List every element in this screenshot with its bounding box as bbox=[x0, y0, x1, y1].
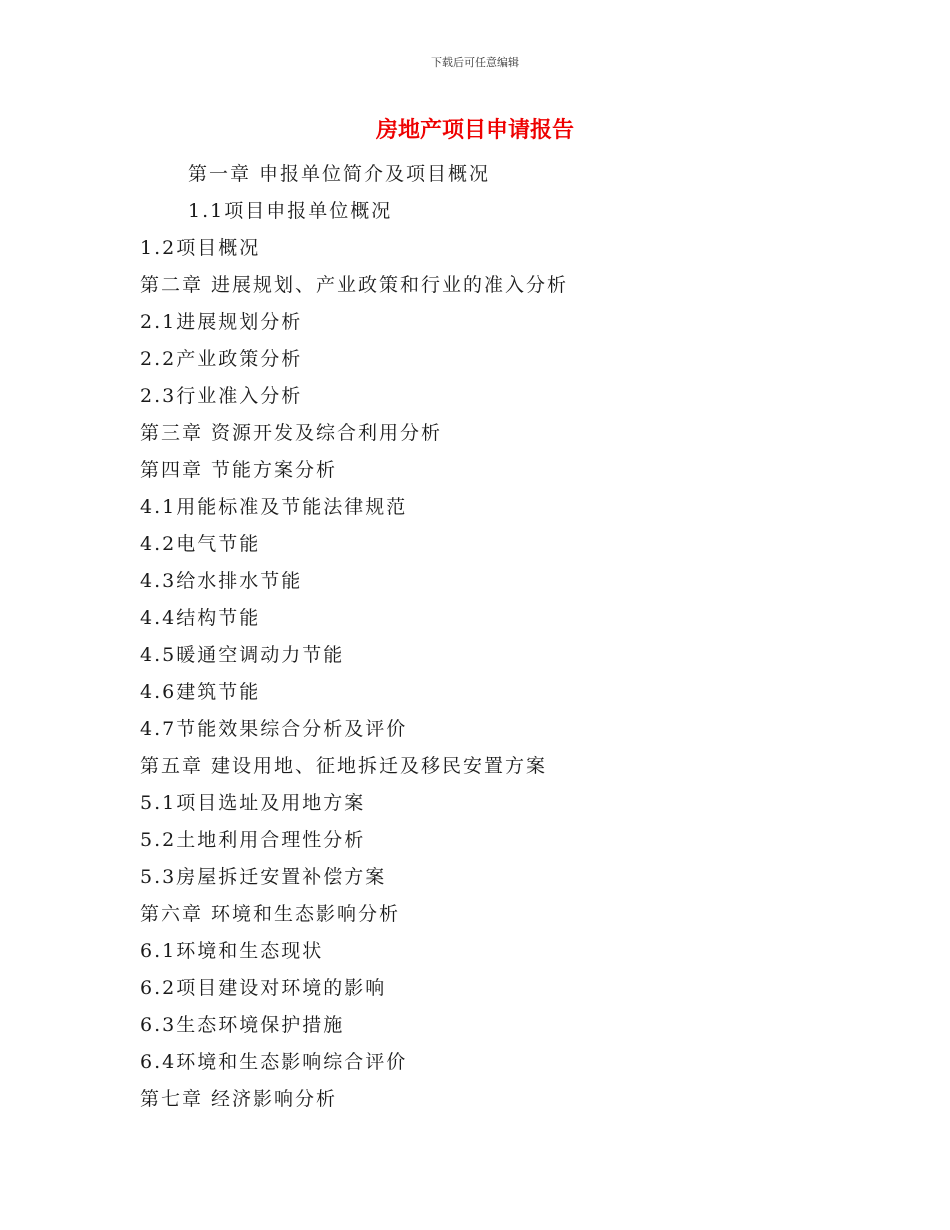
toc-entry: 第七章 经济影响分析 bbox=[140, 1088, 338, 1110]
toc-entry: 第四章 节能方案分析 bbox=[140, 459, 338, 481]
toc-entry: 2.1进展规划分析 bbox=[140, 311, 303, 333]
toc-entry: 2.2产业政策分析 bbox=[140, 348, 303, 370]
toc-entry: 4.1用能标准及节能法律规范 bbox=[140, 496, 408, 518]
toc-entry: 4.3给水排水节能 bbox=[140, 570, 303, 592]
toc-entry: 第二章 进展规划、产业政策和行业的准入分析 bbox=[140, 274, 569, 296]
toc-entry: 5.2土地利用合理性分析 bbox=[140, 829, 366, 851]
document-title: 房地产项目申请报告 bbox=[375, 117, 574, 143]
toc-entry: 6.1环境和生态现状 bbox=[140, 940, 324, 962]
table-of-contents bbox=[140, 156, 840, 1118]
toc-entry: 2.3行业准入分析 bbox=[140, 385, 303, 407]
toc-entry: 4.4结构节能 bbox=[140, 607, 261, 629]
toc-entry: 1.2项目概况 bbox=[140, 237, 261, 259]
toc-entry: 第三章 资源开发及综合利用分析 bbox=[140, 422, 443, 444]
toc-entry: 4.6建筑节能 bbox=[140, 681, 261, 703]
toc-entry: 5.1项目选址及用地方案 bbox=[140, 792, 366, 814]
toc-entry: 6.3生态环境保护措施 bbox=[140, 1014, 345, 1036]
toc-entry: 第一章 申报单位简介及项目概况 bbox=[188, 163, 491, 185]
toc-entry: 6.2项目建设对环境的影响 bbox=[140, 977, 387, 999]
toc-entry: 5.3房屋拆迁安置补偿方案 bbox=[140, 866, 387, 888]
toc-entry: 6.4环境和生态影响综合评价 bbox=[140, 1051, 408, 1073]
toc-entry: 第五章 建设用地、征地拆迁及移民安置方案 bbox=[140, 755, 548, 777]
toc-entry: 4.5暖通空调动力节能 bbox=[140, 644, 345, 666]
toc-entry: 4.2电气节能 bbox=[140, 533, 261, 555]
toc-entry: 第六章 环境和生态影响分析 bbox=[140, 903, 401, 925]
toc-entry: 1.1项目申报单位概况 bbox=[188, 200, 393, 222]
header-note: 下载后可任意编辑 bbox=[431, 56, 519, 69]
toc-entry: 4.7节能效果综合分析及评价 bbox=[140, 718, 408, 740]
